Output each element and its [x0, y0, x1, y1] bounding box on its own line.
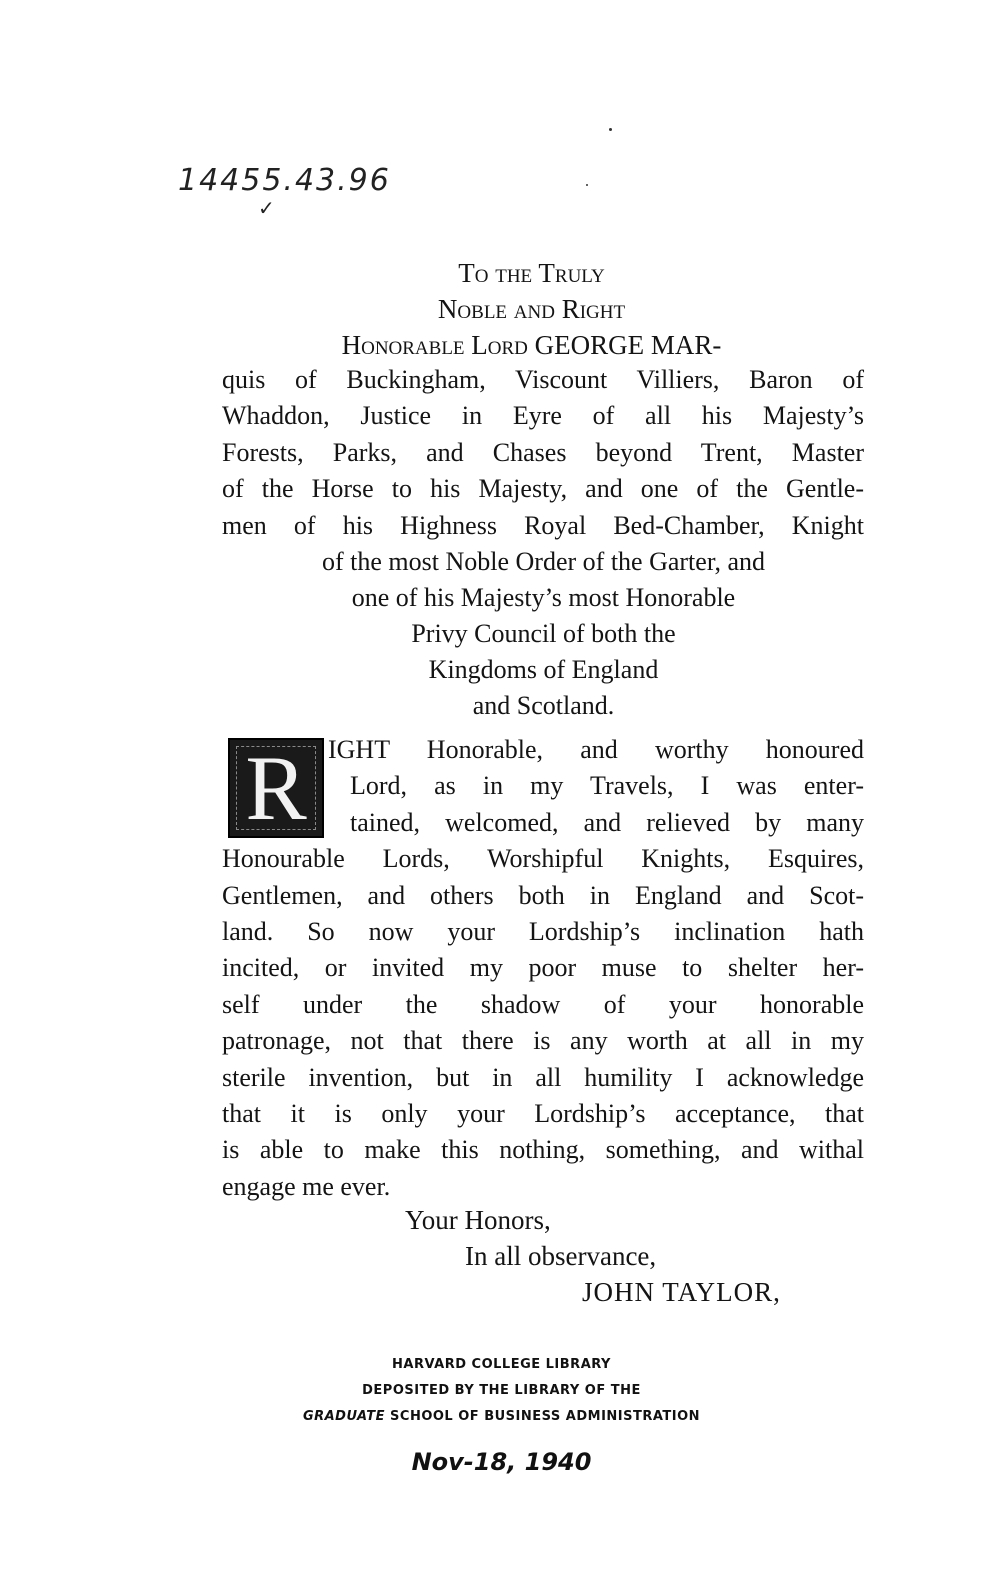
letter-text-line: is able to make this nothing, something, and withal — [222, 1135, 864, 1165]
signature: JOHN TAYLOR, — [582, 1277, 781, 1307]
closing-salutation: Your Honors, — [405, 1205, 551, 1235]
dedication-line-3 — [0, 327, 1003, 363]
drop-cap: R — [228, 738, 324, 838]
letter-text-line: sterile invention, but in all humility I acknowledge — [222, 1062, 864, 1092]
letter-text-line: Gentlemen, and others both in England and Scot- — [222, 880, 864, 910]
library-stamp-graduate: GRADUATE — [302, 1409, 386, 1424]
letter-text-line: incited, or invited my poor muse to shelter her- — [222, 953, 864, 983]
closing-observance: In all observance, — [465, 1241, 657, 1271]
dedication-text-line: Forests, Parks, and Chases beyond Trent, Master — [222, 437, 864, 467]
check-mark-icon: ✓ — [258, 198, 275, 220]
letter-text-line: that it is only your Lordship’s acceptance, that — [222, 1098, 864, 1128]
scan-speck — [609, 128, 612, 131]
dedication-text-line: of the Horse to his Majesty, and one of the Gentle- — [222, 474, 864, 504]
letter-text-line: tained, welcomed, and relieved by many — [350, 807, 864, 837]
dedication-text-line: quis of Buckingham, Viscount Villiers, Baron of — [222, 365, 864, 394]
dedication-centered-line: of the most Noble Order of the Garter, and — [322, 547, 765, 576]
scan-speck — [586, 184, 588, 186]
letter-body — [222, 732, 864, 1205]
dedication-text-line: Whaddon, Justice in Eyre of all his Majesty’s — [222, 401, 864, 431]
dedication-centered-line: Kingdoms of England — [428, 655, 659, 684]
dedication-body — [222, 362, 864, 544]
dedication-line-3-caps: GEORGE MAR- — [534, 330, 722, 360]
library-stamp-line-2: DEPOSITED BY THE LIBRARY OF THE — [362, 1383, 641, 1398]
library-stamp-line-3 — [0, 1409, 1003, 1424]
dedication-centered-line: Privy Council of both the — [411, 619, 676, 648]
handwritten-date: Nov-18, 1940 — [411, 1448, 592, 1476]
letter-text-line: IGHT Honorable, and worthy honoured — [328, 735, 864, 764]
dedication-line-1: To the Truly — [458, 258, 605, 288]
dedication-centered-line: and Scotland. — [472, 691, 615, 720]
letter-text-line: land. So now your Lordship’s inclination hath — [222, 916, 864, 946]
letter-text-line: Honourable Lords, Worshipful Knights, Esquires, — [222, 844, 864, 874]
letter-text-line: Lord, as in my Travels, I was enter- — [350, 771, 864, 801]
letter-text-line: patronage, not that there is any worth at all in my — [222, 1026, 864, 1056]
library-stamp-school: SCHOOL OF BUSINESS ADMINISTRATION — [390, 1409, 701, 1424]
dedication-line-3-smallcaps: Honorable Lord — [341, 330, 528, 360]
dedication-line-2: Noble and Right — [437, 294, 626, 324]
shelfmark: 14455.43.96 — [178, 163, 391, 198]
dedication-centered-line: one of his Majesty’s most Honorable — [351, 583, 736, 612]
library-stamp-line-1: HARVARD COLLEGE LIBRARY — [392, 1357, 611, 1372]
letter-text-line: self under the shadow of your honorable — [222, 989, 864, 1019]
letter-text-line: engage me ever. — [222, 1171, 391, 1201]
dedication-text-line: men of his Highness Royal Bed-Chamber, Knight — [222, 510, 864, 540]
